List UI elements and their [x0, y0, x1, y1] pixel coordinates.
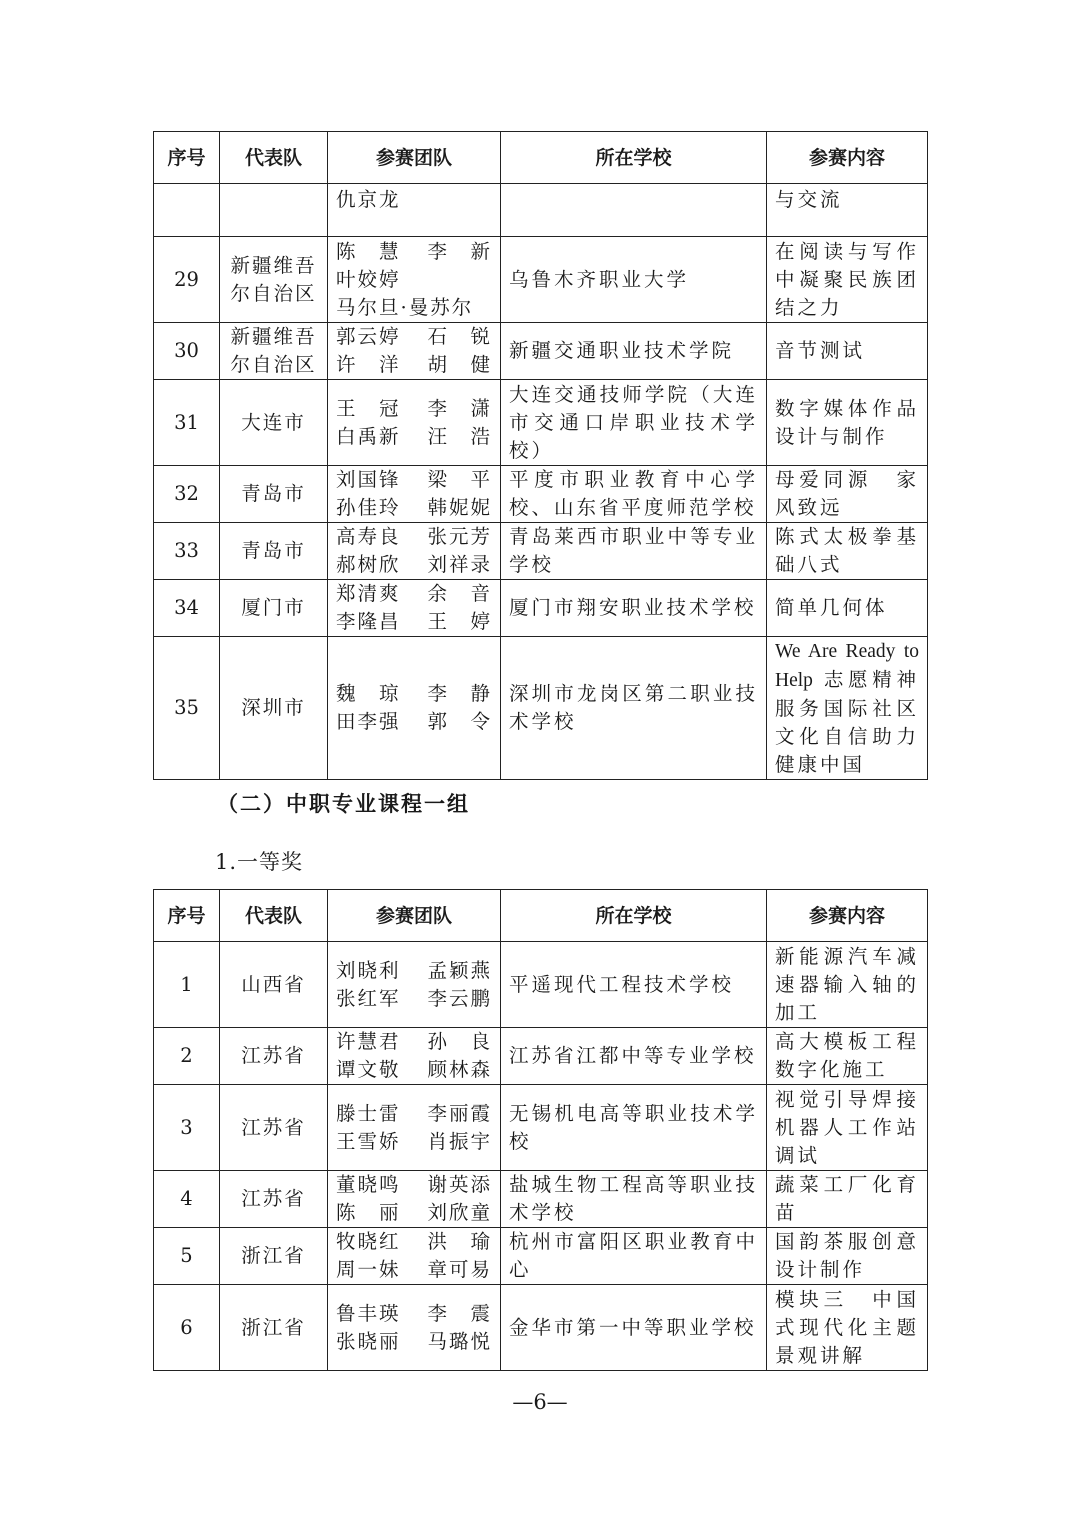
- member-line: [336, 1199, 492, 1227]
- member-name: 郭 令: [427, 710, 492, 733]
- cell-members: [328, 1171, 501, 1228]
- cell-team: 青岛市: [220, 523, 328, 580]
- award-table-continued: [153, 131, 928, 780]
- member-line: [336, 1256, 492, 1284]
- member-name: 郭云婷: [336, 325, 401, 348]
- cell-team: [220, 184, 328, 237]
- member-name: 马尔旦·曼苏尔: [336, 295, 474, 319]
- member-line: [336, 957, 492, 985]
- member-name: 许 洋: [336, 353, 401, 376]
- content-text: 简单几何体: [775, 596, 888, 619]
- content-text: 模块三 中国式现代化主题景观讲解: [775, 1287, 919, 1367]
- member-line: [336, 580, 492, 608]
- cell-content: [767, 1171, 928, 1228]
- member-name: 刘晓利: [336, 958, 401, 982]
- member-name: 谭文敬: [336, 1058, 401, 1081]
- member-line: [336, 1300, 492, 1328]
- header-members: 参赛团队: [328, 132, 501, 184]
- member-name: 仇京龙: [336, 188, 401, 211]
- member-name: 顾林森: [427, 1058, 492, 1081]
- cell-school: 金华市第一中等职业学校: [501, 1285, 767, 1371]
- member-name: 田李强: [336, 710, 401, 733]
- member-name: 张元芳: [427, 525, 492, 548]
- member-name: 王 冠: [336, 396, 401, 420]
- cell-no: 30: [154, 323, 220, 380]
- member-name: 鲁丰瑛: [336, 1301, 401, 1325]
- content-text: 母爱同源 家风致远: [775, 468, 919, 519]
- member-name: 许慧君: [336, 1030, 401, 1053]
- cell-team: 新疆维吾尔自治区: [220, 323, 328, 380]
- cell-no: 33: [154, 523, 220, 580]
- member-name: 刘祥录: [427, 553, 492, 576]
- cell-members: [328, 637, 501, 780]
- table-row: [154, 942, 928, 1028]
- content-text: 数字媒体作品设计与制作: [775, 396, 919, 448]
- member-name: 梁 平: [427, 468, 492, 491]
- table-row: [154, 1285, 928, 1371]
- cell-school: 杭州市富阳区职业教育中心: [501, 1228, 767, 1285]
- table-row: [154, 1028, 928, 1085]
- member-line: [336, 551, 492, 579]
- cell-team: 山西省: [220, 942, 328, 1028]
- member-name: 马璐悦: [427, 1329, 492, 1353]
- cell-members: [328, 323, 501, 380]
- member-name: 洪 瑜: [427, 1230, 492, 1253]
- content-text: 新能源汽车减速器输入轴的加工: [775, 944, 919, 1024]
- member-line: [336, 294, 492, 322]
- cell-members: [328, 580, 501, 637]
- cell-content: [767, 523, 928, 580]
- cell-school: 深圳市龙岗区第二职业技术学校: [501, 637, 767, 780]
- member-name: 牧晓红: [336, 1230, 401, 1253]
- cell-no: 3: [154, 1085, 220, 1171]
- member-line: [336, 266, 492, 294]
- cell-school: 乌鲁木齐职业大学: [501, 237, 767, 323]
- cell-content: [767, 1228, 928, 1285]
- member-line: [336, 608, 492, 636]
- member-name: 李隆昌: [336, 610, 401, 633]
- cell-members: [328, 523, 501, 580]
- header-school: 所在学校: [501, 132, 767, 184]
- table-row: [154, 323, 928, 380]
- cell-content: [767, 1085, 928, 1171]
- header-school: 所在学校: [501, 890, 767, 942]
- content-latin: We Are Ready to Help: [775, 641, 919, 691]
- cell-members: [328, 184, 501, 237]
- cell-school: 青岛莱西市职业中等专业学校: [501, 523, 767, 580]
- content-text: 陈式太极拳基础八式: [775, 525, 919, 576]
- award-table-first-prize: [153, 889, 928, 1371]
- table-row: [154, 637, 928, 780]
- cell-team: 大连市: [220, 380, 328, 466]
- cell-team: 江苏省: [220, 1028, 328, 1085]
- member-line: [336, 466, 492, 494]
- member-line: [336, 1328, 492, 1356]
- content-text: 视觉引导焊接机器人工作站调试: [775, 1087, 919, 1167]
- member-name: 郑清爽: [336, 582, 401, 605]
- cell-team: 浙江省: [220, 1285, 328, 1371]
- table-header-row: [154, 890, 928, 942]
- cell-team: 浙江省: [220, 1228, 328, 1285]
- table-row-continuation: [154, 184, 928, 237]
- member-name: 魏 琼: [336, 682, 401, 705]
- cell-team: 厦门市: [220, 580, 328, 637]
- header-no: 序号: [154, 890, 220, 942]
- header-content: 参赛内容: [767, 890, 928, 942]
- table-row: [154, 523, 928, 580]
- member-line: [336, 238, 492, 266]
- cell-school: 厦门市翔安职业技术学校: [501, 580, 767, 637]
- content-text: 音节测试: [775, 339, 866, 362]
- member-line: [336, 985, 492, 1013]
- member-name: 滕士雷: [336, 1101, 401, 1125]
- table-header-row: [154, 132, 928, 184]
- member-name: 张红军: [336, 986, 401, 1010]
- table-row: [154, 466, 928, 523]
- member-line: [336, 1171, 492, 1199]
- member-name: 章可易: [427, 1258, 492, 1281]
- cell-school: 江苏省江都中等专业学校: [501, 1028, 767, 1085]
- member-line: [336, 1228, 492, 1256]
- cell-content: [767, 380, 928, 466]
- cell-team: 江苏省: [220, 1085, 328, 1171]
- award-level-heading: 1.一等奖: [215, 850, 304, 874]
- member-line: [336, 351, 492, 379]
- member-name: 李云鹏: [427, 986, 492, 1010]
- cell-members: [328, 1028, 501, 1085]
- member-name: 李 震: [427, 1301, 492, 1325]
- cell-content: [767, 942, 928, 1028]
- cell-content: [767, 466, 928, 523]
- cell-no: 2: [154, 1028, 220, 1085]
- member-name: 李 潇: [427, 396, 492, 420]
- member-name: 胡 健: [427, 353, 492, 376]
- cell-members: [328, 1228, 501, 1285]
- header-team: 代表队: [220, 890, 328, 942]
- cell-no: 29: [154, 237, 220, 323]
- member-name: 谢英添: [427, 1173, 492, 1196]
- cell-content: [767, 637, 928, 780]
- cell-no: 5: [154, 1228, 220, 1285]
- member-name: 董晓鸣: [336, 1173, 401, 1196]
- table-row: [154, 1085, 928, 1171]
- cell-no: 4: [154, 1171, 220, 1228]
- cell-team: 青岛市: [220, 466, 328, 523]
- cell-no: 31: [154, 380, 220, 466]
- cell-content: [767, 1028, 928, 1085]
- table-row: [154, 1228, 928, 1285]
- member-line: [336, 323, 492, 351]
- member-line: [336, 708, 492, 736]
- member-line: [336, 680, 492, 708]
- member-line: [336, 523, 492, 551]
- member-line: [336, 423, 492, 451]
- cell-team: 深圳市: [220, 637, 328, 780]
- member-name: 石 锐: [427, 325, 492, 348]
- member-line: [336, 494, 492, 522]
- cell-content: [767, 1285, 928, 1371]
- header-members: 参赛团队: [328, 890, 501, 942]
- cell-content: 与交流: [767, 184, 928, 237]
- content-text: 国韵茶服创意设计制作: [775, 1230, 919, 1281]
- cell-school: 新疆交通职业技术学院: [501, 323, 767, 380]
- content-text: 在阅读与写作中凝聚民族团结之力: [775, 239, 919, 319]
- member-name: 郝树欣: [336, 553, 401, 576]
- member-line: [336, 1056, 492, 1084]
- member-name: 李丽霞: [427, 1101, 492, 1125]
- member-name: 孟颖燕: [427, 958, 492, 982]
- cell-no: 32: [154, 466, 220, 523]
- member-name: 李 静: [427, 682, 492, 705]
- member-name: 刘欣童: [427, 1201, 492, 1224]
- cell-school: [501, 184, 767, 237]
- cell-school: 平度市职业教育中心学校、山东省平度师范学校: [501, 466, 767, 523]
- member-line: [336, 1100, 492, 1128]
- cell-content: [767, 323, 928, 380]
- cell-school: 平遥现代工程技术学校: [501, 942, 767, 1028]
- member-name: 刘国锋: [336, 468, 401, 491]
- member-name: 高寿良: [336, 525, 401, 548]
- cell-no: [154, 184, 220, 237]
- cell-school: 无锡机电高等职业技术学校: [501, 1085, 767, 1171]
- member-name: 陈 丽: [336, 1201, 401, 1224]
- member-name: 韩妮妮: [427, 496, 492, 519]
- content-text: 志愿精神服务国际社区 文化自信助力健康中国: [775, 668, 919, 776]
- table-row: [154, 1171, 928, 1228]
- section-heading: （二）中职专业课程一组: [217, 792, 470, 816]
- cell-members: [328, 380, 501, 466]
- member-name: 张晓丽: [336, 1329, 401, 1353]
- member-name: 肖振宇: [427, 1129, 492, 1153]
- page-number: —6—: [512, 1390, 568, 1414]
- cell-members: [328, 1285, 501, 1371]
- cell-no: 34: [154, 580, 220, 637]
- member-name: 叶姣婷: [336, 267, 401, 291]
- header-no: 序号: [154, 132, 220, 184]
- member-name: 周一妹: [336, 1258, 401, 1281]
- member-line: [336, 1128, 492, 1156]
- member-line: [336, 395, 492, 423]
- content-text: 高大模板工程数字化施工: [775, 1030, 919, 1081]
- cell-content: [767, 237, 928, 323]
- header-team: 代表队: [220, 132, 328, 184]
- member-name: 白禹新: [336, 424, 401, 448]
- cell-no: 6: [154, 1285, 220, 1371]
- cell-no: 35: [154, 637, 220, 780]
- table-row: [154, 237, 928, 323]
- cell-team: 新疆维吾尔自治区: [220, 237, 328, 323]
- cell-no: 1: [154, 942, 220, 1028]
- cell-members: [328, 466, 501, 523]
- cell-content: [767, 580, 928, 637]
- cell-school: 大连交通技师学院（大连市交通口岸职业技术学校）: [501, 380, 767, 466]
- member-name: 王雪娇: [336, 1129, 401, 1153]
- cell-members: [328, 237, 501, 323]
- member-name: 王 婷: [427, 610, 492, 633]
- header-content: 参赛内容: [767, 132, 928, 184]
- cell-members: [328, 942, 501, 1028]
- cell-members: [328, 1085, 501, 1171]
- member-name: 余 音: [427, 582, 492, 605]
- member-name: 陈 慧: [336, 239, 401, 263]
- member-name: 李 新: [427, 239, 492, 263]
- member-name: 孙佳玲: [336, 496, 401, 519]
- member-name: 孙 良: [427, 1030, 492, 1053]
- table-row: [154, 380, 928, 466]
- member-name: 汪 浩: [427, 424, 492, 448]
- content-text: 蔬菜工厂化育苗: [775, 1173, 919, 1224]
- cell-school: 盐城生物工程高等职业技术学校: [501, 1171, 767, 1228]
- cell-team: 江苏省: [220, 1171, 328, 1228]
- table-row: [154, 580, 928, 637]
- member-line: [336, 1028, 492, 1056]
